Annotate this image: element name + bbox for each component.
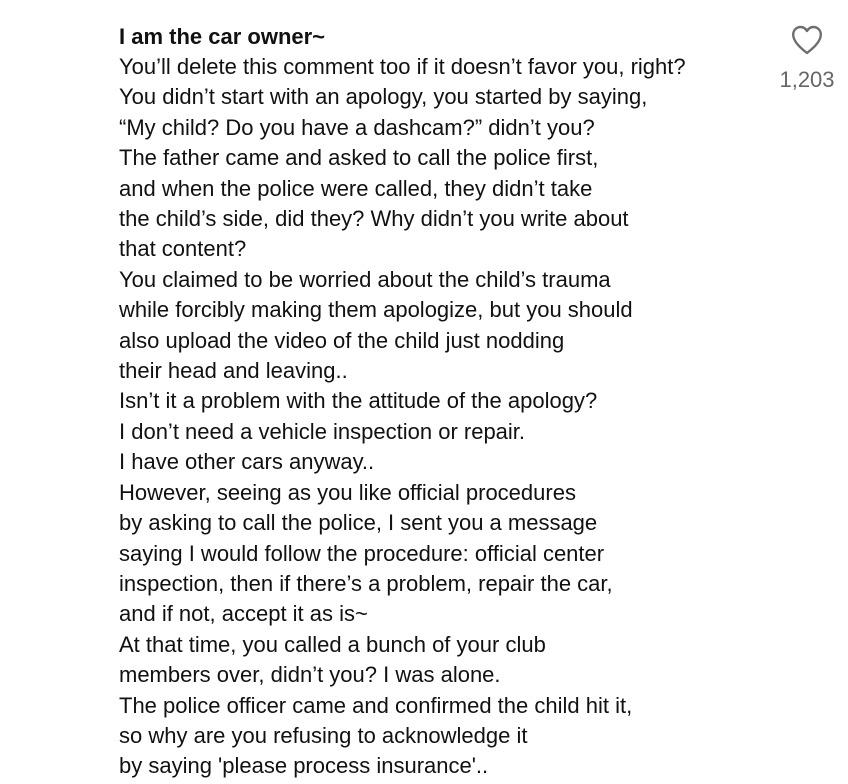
comment-line: You claimed to be worried about the child’s trauma xyxy=(119,266,611,292)
comment-line: Isn’t it a problem with the attitude of the apology? xyxy=(119,388,598,414)
heart-outline-icon xyxy=(790,24,824,56)
comment-body xyxy=(119,22,749,782)
comment-line: I have other cars anyway.. xyxy=(119,449,375,475)
comment-line: You’ll delete this comment too if it doesn’t favor you, right? xyxy=(119,54,686,79)
comment-line: “My child? Do you have a dashcam?” didn’t you? xyxy=(119,114,595,140)
comment-line: You didn’t start with an apology, you started by saying, xyxy=(119,84,648,110)
comment-line: and if not, accept it as is~ xyxy=(119,601,368,627)
comment-line: saying I would follow the procedure: official center xyxy=(119,540,605,566)
comment-line: members over, didn’t you? I was alone. xyxy=(119,662,501,688)
comment-line: At that time, you called a bunch of your club xyxy=(119,631,546,657)
comment-line: by asking to call the police, I sent you a message xyxy=(119,510,598,536)
comment-line: The police officer came and confirmed the child hit it, xyxy=(119,692,633,718)
comment-line: However, seeing as you like official procedures xyxy=(119,479,576,505)
comment-line: inspection, then if there’s a problem, repair the car, xyxy=(119,570,613,596)
comment-line: that content? xyxy=(119,236,247,262)
comment-line: so why are you refusing to acknowledge it xyxy=(119,722,528,748)
comment-line: by saying 'please process insurance'.. xyxy=(119,753,489,779)
comment-line: the child’s side, did they? Why didn’t you write about xyxy=(119,206,629,232)
like-button[interactable] xyxy=(790,24,824,56)
comment-line: I don’t need a vehicle inspection or repair. xyxy=(119,418,526,444)
comment-line: and when the police were called, they didn’t take xyxy=(119,175,593,201)
like-count: 1,203 xyxy=(779,67,835,92)
comment-line: their head and leaving.. xyxy=(119,358,348,384)
comment-line: The father came and asked to call the police first, xyxy=(119,145,599,171)
comment-text xyxy=(119,52,749,782)
comment-author[interactable]: I am the car owner~ xyxy=(119,24,326,49)
like-block xyxy=(770,24,844,94)
comment-line: also upload the video of the child just nodding xyxy=(119,327,565,353)
comment-line: while forcibly making them apologize, but you should xyxy=(119,297,633,323)
